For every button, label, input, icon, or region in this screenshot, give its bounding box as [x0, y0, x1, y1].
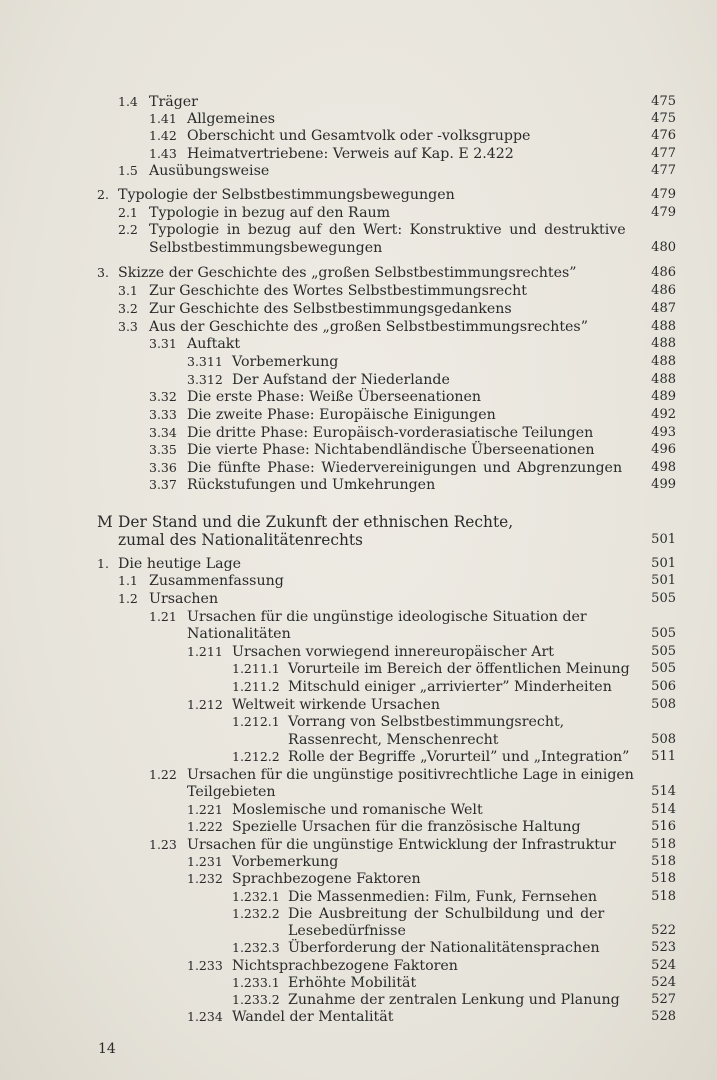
entry-title: Rassenrecht, Menschenrecht	[288, 732, 499, 748]
entry-title: Oberschicht und Gesamtvolk oder -volksgruppe	[187, 128, 531, 144]
toc-entry	[0, 590, 676, 608]
entry-number: 3.34	[149, 425, 177, 440]
toc-entry	[0, 186, 676, 204]
toc-entry	[0, 459, 676, 477]
toc-entry	[0, 905, 676, 923]
entry-title: Typologie in bezug auf den Raum	[149, 205, 391, 221]
entry-title: Ursachen vorwiegend innereuropäischer Art	[232, 644, 554, 660]
entry-page: 488	[651, 354, 676, 369]
toc-entry	[0, 1008, 676, 1026]
toc-entry-continued	[0, 625, 676, 643]
entry-number: 3.312	[187, 372, 223, 387]
entry-title: Vorurteile im Bereich der öffentlichen Meinung	[288, 661, 630, 677]
entry-title: Die heutige Lage	[118, 556, 242, 572]
entry-page: 499	[651, 477, 676, 492]
entry-page: 475	[651, 111, 676, 126]
entry-number: 3.32	[149, 389, 177, 404]
toc-entry-continued	[0, 239, 676, 257]
entry-page: 498	[651, 460, 676, 475]
toc-entry-continued	[0, 731, 676, 749]
entry-title: Die Ausbreitung der Schulbildung und der	[288, 906, 605, 922]
entry-title: Weltweit wirkende Ursachen	[232, 697, 441, 713]
toc-entry	[0, 957, 676, 975]
toc-entry	[0, 713, 676, 731]
toc-entry	[0, 93, 676, 111]
entry-page: 514	[651, 802, 676, 817]
entry-number: 1.21	[149, 609, 177, 624]
toc-entry	[0, 888, 676, 906]
entry-title: Erhöhte Mobilität	[288, 975, 417, 991]
toc-entry	[0, 371, 676, 389]
entry-number: 1.43	[149, 146, 177, 161]
toc-entry	[0, 221, 676, 239]
entry-title: Teilgebieten	[187, 784, 276, 800]
entry-number: 3.36	[149, 460, 177, 475]
entry-number: 1.211	[187, 644, 223, 659]
entry-page: 505	[651, 644, 676, 659]
entry-page: 511	[651, 749, 676, 764]
entry-title: Aus der Geschichte des „großen Selbstbestimmungsrechtes”	[149, 319, 588, 335]
entry-title: Typologie in bezug auf den Wert: Konstruktive und destruktive	[149, 222, 626, 238]
entry-number: 1.232.2	[232, 906, 280, 921]
entry-page: 501	[651, 573, 676, 588]
entry-page: 505	[651, 661, 676, 676]
entry-page: 523	[651, 940, 676, 955]
entry-number: 3.1	[118, 283, 138, 298]
entry-number: 1.222	[187, 819, 223, 834]
toc-entry	[0, 300, 676, 318]
toc-entry	[0, 555, 676, 573]
entry-number: 1.2	[118, 591, 138, 606]
entry-title: Sprachbezogene Faktoren	[232, 871, 421, 887]
entry-page: 480	[651, 240, 676, 255]
entry-number: 3.2	[118, 301, 138, 316]
entry-page: 516	[651, 819, 676, 834]
entry-page: 514	[651, 784, 676, 799]
entry-page: 488	[651, 336, 676, 351]
entry-title: Skizze der Geschichte des „großen Selbstbestimmungsrechtes”	[118, 265, 577, 281]
entry-page: 518	[651, 837, 676, 852]
entry-number: 2.	[97, 187, 109, 202]
toc-entry	[0, 643, 676, 661]
entry-title: Die dritte Phase: Europäisch-vorderasiatische Teilungen	[187, 425, 594, 441]
entry-page: 487	[651, 301, 676, 316]
toc-entry	[0, 282, 676, 300]
entry-title: Die erste Phase: Weiße Überseenationen	[187, 389, 482, 405]
entry-page: 486	[651, 265, 676, 280]
entry-page: 493	[651, 425, 676, 440]
toc-entry	[0, 388, 676, 406]
entry-title: Nationalitäten	[187, 626, 291, 642]
entry-page: 527	[651, 992, 676, 1007]
entry-page: 518	[651, 889, 676, 904]
toc-entry	[0, 660, 676, 678]
toc-entry	[0, 939, 676, 957]
entry-number: 1.	[97, 556, 109, 571]
toc-entry-continued	[0, 783, 676, 801]
entry-page: 524	[651, 958, 676, 973]
entry-number: 1.212.1	[232, 714, 280, 729]
entry-title: Ausübungsweise	[149, 163, 270, 179]
entry-number: 1.22	[149, 767, 177, 782]
entry-title: Allgemeines	[187, 111, 275, 127]
entry-page: 477	[651, 163, 676, 178]
toc-entry	[0, 991, 676, 1009]
entry-title: Moslemische und romanische Welt	[232, 802, 483, 818]
entry-number: 1.1	[118, 573, 138, 588]
entry-page: 477	[651, 146, 676, 161]
toc-entry	[0, 318, 676, 336]
entry-title: Rolle der Begriffe „Vorurteil” und „Integration”	[288, 749, 630, 765]
entry-title: Ursachen	[149, 591, 219, 607]
toc-entry	[0, 335, 676, 353]
entry-title: Vorbemerkung	[232, 354, 339, 370]
entry-title: Zusammenfassung	[149, 573, 284, 589]
toc-entry-continued	[0, 922, 676, 940]
entry-page: 522	[651, 923, 676, 938]
page-number: 14	[98, 1041, 116, 1057]
entry-number: 1.221	[187, 802, 223, 817]
entry-number: 1.212.2	[232, 749, 280, 764]
entry-title: Typologie der Selbstbestimmungsbewegungen	[118, 187, 455, 203]
entry-number: 2.1	[118, 205, 138, 220]
toc-entry	[0, 127, 676, 145]
entry-number: 1.4	[118, 94, 138, 109]
entry-number: 1.23	[149, 837, 177, 852]
entry-title: Auftakt	[187, 336, 241, 352]
entry-title: Ursachen für die ungünstige positivrechtliche Lage in einigen	[187, 767, 634, 783]
entry-number: 1.42	[149, 128, 177, 143]
toc-entry	[0, 608, 676, 626]
entry-page: 528	[651, 1009, 676, 1024]
entry-number: 3.33	[149, 407, 177, 422]
toc-entry	[0, 406, 676, 424]
entry-page: 501	[651, 556, 676, 571]
entry-number: 1.233.1	[232, 975, 280, 990]
toc-entry	[0, 353, 676, 371]
entry-page: 501	[651, 532, 676, 547]
entry-number: 1.233	[187, 958, 223, 973]
toc-entry	[0, 204, 676, 222]
toc-entry	[0, 110, 676, 128]
entry-title: Ursachen für die ungünstige Entwicklung der Infrastruktur	[187, 837, 616, 853]
toc-entry	[0, 801, 676, 819]
toc-entry	[0, 818, 676, 836]
entry-title: zumal des Nationalitätenrechts	[118, 531, 363, 549]
entry-page: 518	[651, 871, 676, 886]
entry-page: 479	[651, 187, 676, 202]
entry-number: 3.35	[149, 442, 177, 457]
entry-page: 524	[651, 975, 676, 990]
entry-number: 1.41	[149, 111, 177, 126]
entry-page: 505	[651, 626, 676, 641]
entry-title: Die Massenmedien: Film, Funk, Fernsehen	[288, 889, 598, 905]
chapter-letter: M	[97, 513, 113, 531]
entry-title: Der Stand und die Zukunft der ethnischen Rechte,	[118, 513, 514, 531]
entry-number: 1.232.3	[232, 940, 280, 955]
entry-title: Rückstufungen und Umkehrungen	[187, 477, 436, 493]
entry-number: 1.231	[187, 854, 223, 869]
entry-number: 1.211.1	[232, 661, 280, 676]
entry-title: Mitschuld einiger „arrivierter” Minderheiten	[288, 679, 612, 695]
toc-entry	[0, 162, 676, 180]
chapter-heading	[0, 513, 676, 531]
entry-title: Zur Geschichte des Selbstbestimmungsgedankens	[149, 301, 512, 317]
toc-entry	[0, 424, 676, 442]
entry-page: 508	[651, 697, 676, 712]
toc-entry	[0, 441, 676, 459]
entry-page: 486	[651, 283, 676, 298]
toc-entry	[0, 678, 676, 696]
toc-entry	[0, 974, 676, 992]
entry-number: 3.	[97, 265, 109, 280]
entry-page: 488	[651, 372, 676, 387]
toc-entry	[0, 476, 676, 494]
entry-number: 3.3	[118, 319, 138, 334]
entry-title: Vorrang von Selbstbestimmungsrecht,	[288, 714, 565, 730]
entry-number: 1.232	[187, 871, 223, 886]
entry-page: 492	[651, 407, 676, 422]
entry-page: 475	[651, 94, 676, 109]
entry-number: 1.233.2	[232, 992, 280, 1007]
entry-title: Der Aufstand der Niederlande	[232, 372, 450, 388]
toc-entry	[0, 870, 676, 888]
entry-page: 489	[651, 389, 676, 404]
entry-number: 1.5	[118, 163, 138, 178]
entry-page: 488	[651, 319, 676, 334]
chapter-heading-continued	[0, 531, 676, 549]
entry-title: Die vierte Phase: Nichtabendländische Überseenationen	[187, 442, 595, 458]
entry-number: 1.211.2	[232, 679, 280, 694]
entry-page: 476	[651, 128, 676, 143]
entry-page: 496	[651, 442, 676, 457]
entry-title: Die zweite Phase: Europäische Einigungen	[187, 407, 496, 423]
entry-page: 508	[651, 732, 676, 747]
entry-page: 505	[651, 591, 676, 606]
entry-title: Träger	[149, 94, 198, 110]
entry-page: 479	[651, 205, 676, 220]
entry-title: Ursachen für die ungünstige ideologische Situation der	[187, 609, 587, 625]
toc-entry	[0, 572, 676, 590]
toc-entry	[0, 836, 676, 854]
entry-number: 1.234	[187, 1009, 223, 1024]
toc-entry	[0, 853, 676, 871]
entry-title: Vorbemerkung	[232, 854, 339, 870]
entry-title: Wandel der Mentalität	[232, 1009, 394, 1025]
entry-title: Zur Geschichte des Wortes Selbstbestimmungsrecht	[149, 283, 527, 299]
entry-number: 3.311	[187, 354, 223, 369]
entry-number: 3.37	[149, 477, 177, 492]
entry-number: 3.31	[149, 336, 177, 351]
toc-entry	[0, 766, 676, 784]
entry-page: 518	[651, 854, 676, 869]
entry-number: 1.232.1	[232, 889, 280, 904]
toc-entry	[0, 145, 676, 163]
entry-title: Zunahme der zentralen Lenkung und Planung	[288, 992, 620, 1008]
entry-title: Nichtsprachbezogene Faktoren	[232, 958, 458, 974]
toc-entry	[0, 696, 676, 714]
toc-entry	[0, 748, 676, 766]
entry-title: Überforderung der Nationalitätensprachen	[288, 940, 600, 956]
entry-title: Heimatvertriebene: Verweis auf Kap. E 2.422	[187, 146, 514, 162]
toc-entry	[0, 264, 676, 282]
entry-page: 506	[651, 679, 676, 694]
entry-title: Die fünfte Phase: Wiedervereinigungen und Abgrenzungen	[187, 460, 623, 476]
entry-number: 1.212	[187, 697, 223, 712]
entry-title: Spezielle Ursachen für die französische Haltung	[232, 819, 581, 835]
entry-title: Selbstbestimmungsbewegungen	[149, 240, 383, 256]
entry-number: 2.2	[118, 222, 138, 237]
entry-title: Lesebedürfnisse	[288, 923, 406, 939]
